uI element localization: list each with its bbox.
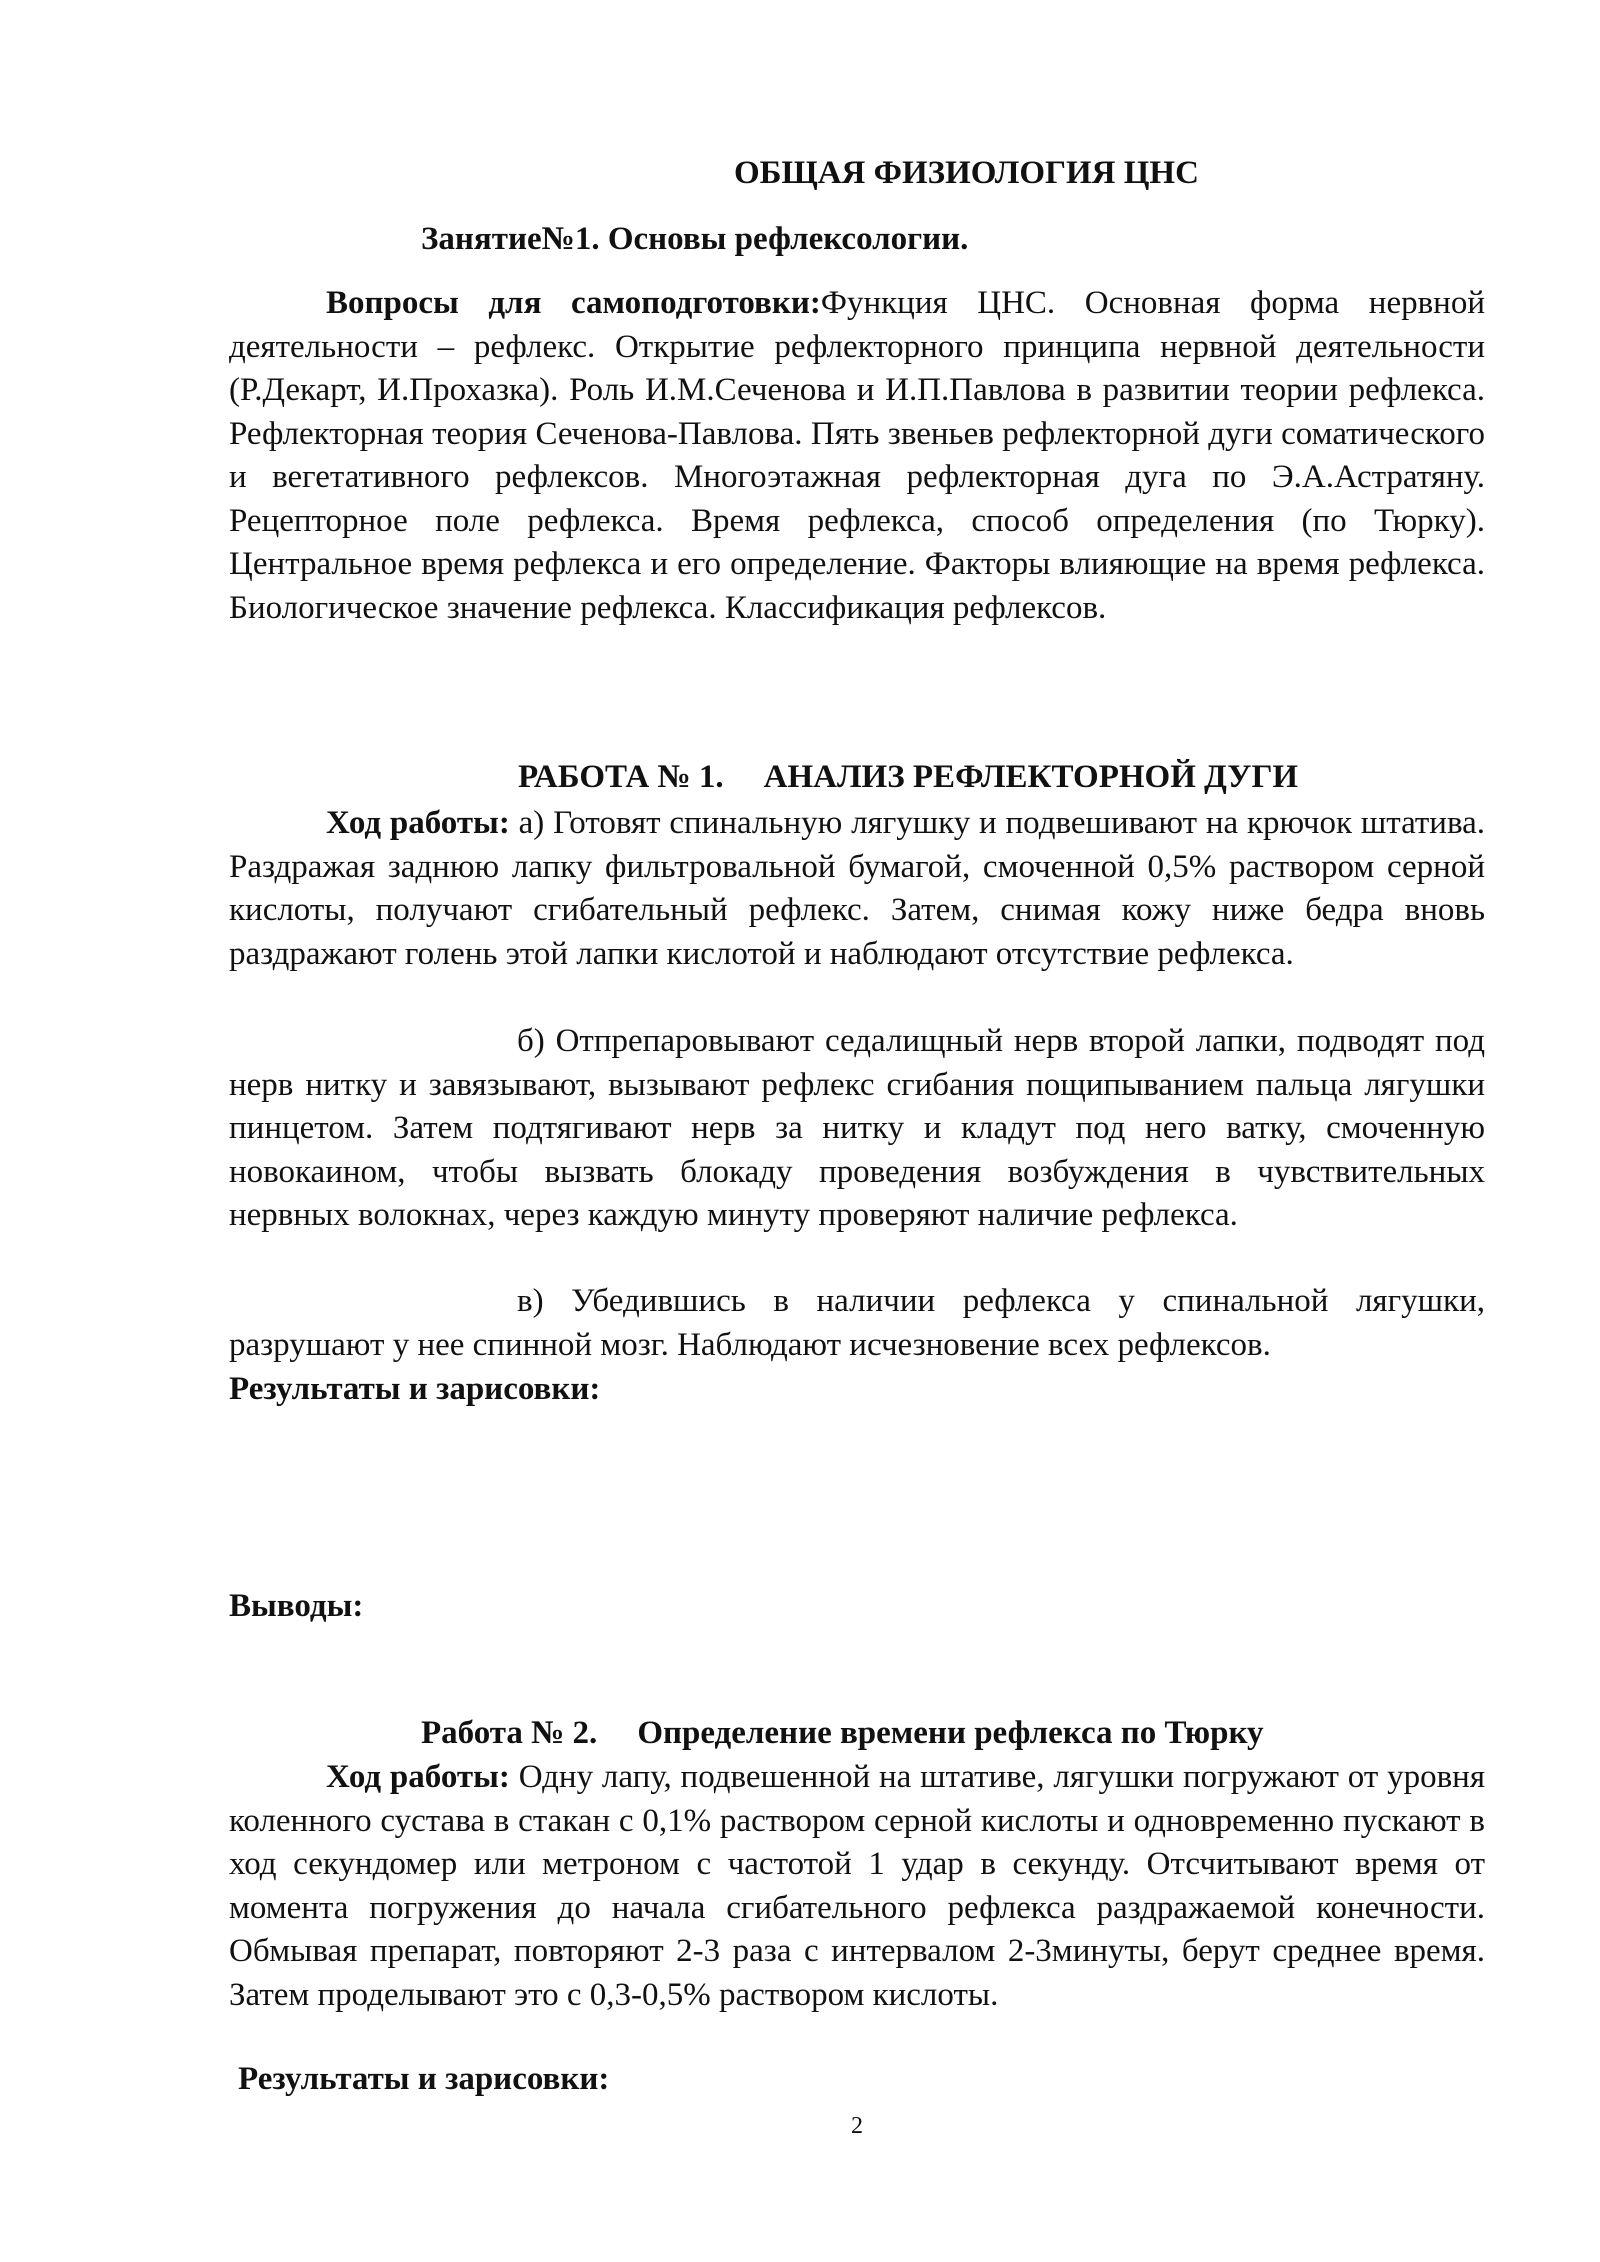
work2-heading	[421, 1712, 1264, 1756]
work2-procedure-label: Ход работы:	[326, 1759, 510, 1795]
questions-paragraph	[229, 282, 1485, 630]
work1-results-label: Результаты и зарисовки:	[229, 1371, 601, 1407]
work2-title: Определение времени рефлекса по Тюрку	[637, 1715, 1264, 1751]
work1-step-b: б) Отпрепаровывают седалищный нерв второй лапки, подводят под нерв нитку и завязывают, вызывают рефлекс сгибания пощипыванием пальца лягушки пинцетом. Затем подтягивают нерв за нитку и кладут под него ватку, смоченную новокаином, чтобы вызвать блокаду проведения возбуждения в чувствительных нервных волокнах, через каждую минуту проверяют наличие рефлекса.	[229, 1023, 1485, 1233]
work1-conclusions-label: Выводы:	[229, 1588, 364, 1624]
questions-label: Вопросы для самоподготовки:	[326, 285, 821, 321]
work1-heading	[518, 756, 1298, 800]
work1-step-a-text: а) Готовят спинальную лягушку и подвешивают на крючок штатива. Раздражая заднюю лапку фильтровальной бумагой, смоченной 0,5% раствором серной кислоты, получают сгибательный рефлекс. Затем, снимая кожу ниже бедра вновь раздражают голень этой лапки кислотой и наблюдают отсутствие рефлекса.	[229, 805, 1485, 972]
work1-step-c: в) Убедившись в наличии рефлекса у спинальной лягушки, разрушают у нее спинной мозг. Наблюдают исчезновение всех рефлексов.	[229, 1283, 1485, 1363]
work2-results-label: Результаты и зарисовки:	[238, 2061, 610, 2097]
work2-number: Работа № 2.	[421, 1715, 598, 1751]
lesson-title: Занятие№1. Основы рефлексологии.	[421, 221, 969, 257]
work2-procedure-text: Одну лапу, подвешенной на штативе, лягушки погружают от уровня коленного сустава в стакан с 0,1% раствором серной кислоты и одновременно пускают в ход секундомер или метроном с частотой 1 удар в секунду. Отсчитывают время от момента погружения до начала сгибательного рефлекса раздражаемой конечности. Обмывая препарат, повторяют 2-3 раза с интервалом 2-3минуты, берут среднее время. Затем проделывают это с 0,3-0,5% раствором кислоты.	[229, 1759, 1486, 2013]
work1-number: РАБОТА № 1.	[518, 759, 724, 795]
questions-text: Функция ЦНС. Основная форма нервной деятельности – рефлекс. Открытие рефлекторного принципа нервной деятельности (Р.Декарт, И.Прохазка). Роль И.М.Сеченова и И.П.Павлова в развитии теории рефлекса. Рефлекторная теория Сеченова-Павлова. Пять звеньев рефлекторной дуги соматического и вегетативного рефлексов. Многоэтажная рефлекторная дуга по Э.А.Астратяну. Рецепторное поле рефлекса. Время рефлекса, способ определения (по Тюрку). Центральное время рефлекса и его определение. Факторы влияющие на время рефлекса. Биологическое значение рефлекса. Классификация рефлексов.	[229, 285, 1485, 626]
work1-procedure-label: Ход работы:	[326, 805, 510, 841]
work2-procedure	[229, 1756, 1485, 2017]
work1-step-a	[229, 802, 1485, 976]
section-title: ОБЩАЯ ФИЗИОЛОГИЯ ЦНС	[734, 155, 1199, 191]
work1-title: АНАЛИЗ РЕФЛЕКТОРНОЙ ДУГИ	[763, 759, 1299, 795]
page-number: 2	[851, 2113, 863, 2139]
